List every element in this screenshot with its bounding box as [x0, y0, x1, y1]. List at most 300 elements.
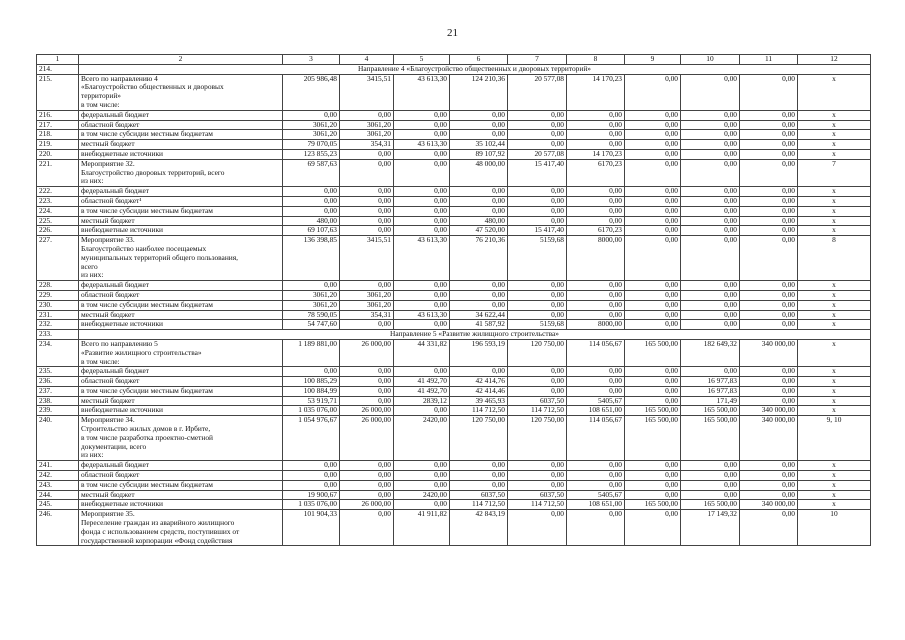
amount-cell: 0,00 [394, 500, 450, 510]
section-title: Направление 4 «Благоустройство общественных и дворовых территорий» [79, 64, 871, 74]
amount-cell: 0,00 [283, 461, 340, 471]
row-name: внебюджетные источники [79, 226, 283, 236]
amount-cell: 0,00 [340, 281, 394, 291]
amount-cell: 0,00 [283, 367, 340, 377]
target-indicator-cell: x [798, 196, 871, 206]
amount-cell: 0,00 [567, 281, 625, 291]
amount-cell: 354,31 [340, 310, 394, 320]
target-indicator-cell: x [798, 130, 871, 140]
amount-cell: 0,00 [740, 236, 798, 281]
amount-cell: 0,00 [740, 461, 798, 471]
amount-cell: 0,00 [450, 461, 508, 471]
amount-cell: 0,00 [681, 130, 740, 140]
amount-cell: 5405,67 [567, 490, 625, 500]
amount-cell: 120 750,00 [450, 416, 508, 461]
amount-cell: 0,00 [625, 367, 681, 377]
amount-cell: 69 587,63 [283, 159, 340, 186]
amount-cell: 0,00 [740, 216, 798, 226]
table-row [37, 187, 871, 197]
amount-cell: 0,00 [681, 490, 740, 500]
section-header-row [37, 64, 871, 74]
amount-cell: 165 500,00 [681, 406, 740, 416]
amount-cell: 0,00 [740, 396, 798, 406]
amount-cell: 0,00 [567, 110, 625, 120]
row-name: Всего по направлению 5 «Развитие жилищного строительства» в том числе: [79, 339, 283, 366]
table-row [37, 120, 871, 130]
amount-cell: 0,00 [681, 187, 740, 197]
amount-cell: 0,00 [625, 386, 681, 396]
amount-cell: 0,00 [625, 236, 681, 281]
amount-cell: 0,00 [625, 480, 681, 490]
amount-cell: 0,00 [567, 300, 625, 310]
row-name: в том числе субсидии местным бюджетам [79, 130, 283, 140]
amount-cell: 6170,23 [567, 159, 625, 186]
amount-cell: 78 590,05 [283, 310, 340, 320]
row-number: 235. [37, 367, 79, 377]
row-name: областной бюджет [79, 290, 283, 300]
table-row [37, 216, 871, 226]
amount-cell: 0,00 [740, 386, 798, 396]
table-row [37, 310, 871, 320]
amount-cell: 0,00 [625, 281, 681, 291]
target-indicator-cell: x [798, 320, 871, 330]
table-row [37, 236, 871, 281]
amount-cell: 0,00 [394, 281, 450, 291]
amount-cell: 0,00 [508, 510, 567, 546]
amount-cell: 0,00 [567, 187, 625, 197]
amount-cell: 0,00 [625, 196, 681, 206]
amount-cell: 3061,20 [283, 290, 340, 300]
amount-cell: 0,00 [394, 367, 450, 377]
amount-cell: 0,00 [681, 471, 740, 481]
table-row [37, 339, 871, 366]
row-number: 245. [37, 500, 79, 510]
row-number: 225. [37, 216, 79, 226]
amount-cell: 42 843,19 [450, 510, 508, 546]
row-name: федеральный бюджет [79, 367, 283, 377]
amount-cell: 165 500,00 [625, 500, 681, 510]
amount-cell: 0,00 [340, 110, 394, 120]
amount-cell: 0,00 [508, 461, 567, 471]
amount-cell: 54 747,60 [283, 320, 340, 330]
amount-cell: 20 577,08 [508, 74, 567, 110]
amount-cell: 0,00 [740, 187, 798, 197]
target-indicator-cell: 9, 10 [798, 416, 871, 461]
target-indicator-cell: 8 [798, 236, 871, 281]
amount-cell: 0,00 [740, 320, 798, 330]
target-indicator-cell: x [798, 406, 871, 416]
row-number: 243. [37, 480, 79, 490]
amount-cell: 0,00 [394, 226, 450, 236]
amount-cell: 0,00 [740, 310, 798, 320]
target-indicator-cell: x [798, 281, 871, 291]
amount-cell: 48 000,00 [450, 159, 508, 186]
table-row [37, 206, 871, 216]
amount-cell: 0,00 [283, 187, 340, 197]
amount-cell: 0,00 [681, 290, 740, 300]
amount-cell: 0,00 [740, 281, 798, 291]
table-row [37, 377, 871, 387]
amount-cell: 0,00 [567, 130, 625, 140]
amount-cell: 114 056,67 [567, 416, 625, 461]
amount-cell: 1 189 881,00 [283, 339, 340, 366]
row-name: Мероприятие 34. Строительство жилых домов в г. Ирбите, в том числе разработка проектно-сметной документации, всего из них: [79, 416, 283, 461]
target-indicator-cell: x [798, 386, 871, 396]
row-number: 218. [37, 130, 79, 140]
amount-cell: 5405,67 [567, 396, 625, 406]
column-number-5: 5 [394, 55, 450, 65]
amount-cell: 0,00 [508, 290, 567, 300]
amount-cell: 79 070,05 [283, 140, 340, 150]
amount-cell: 0,00 [740, 510, 798, 546]
row-number: 216. [37, 110, 79, 120]
amount-cell: 205 986,48 [283, 74, 340, 110]
amount-cell: 1 054 976,67 [283, 416, 340, 461]
amount-cell: 0,00 [340, 480, 394, 490]
amount-cell: 0,00 [394, 320, 450, 330]
amount-cell: 26 000,00 [340, 500, 394, 510]
table-row [37, 159, 871, 186]
column-number-6: 6 [450, 55, 508, 65]
amount-cell: 0,00 [740, 206, 798, 216]
column-number-3: 3 [283, 55, 340, 65]
amount-cell: 0,00 [625, 396, 681, 406]
amount-cell: 42 414,76 [450, 377, 508, 387]
amount-cell: 0,00 [740, 120, 798, 130]
column-number-9: 9 [625, 55, 681, 65]
target-indicator-cell: x [798, 500, 871, 510]
amount-cell: 0,00 [740, 471, 798, 481]
amount-cell: 0,00 [625, 216, 681, 226]
amount-cell: 0,00 [508, 377, 567, 387]
amount-cell: 8000,00 [567, 320, 625, 330]
row-number: 233. [37, 330, 79, 340]
row-number: 241. [37, 461, 79, 471]
row-number: 236. [37, 377, 79, 387]
amount-cell: 41 911,82 [394, 510, 450, 546]
amount-cell: 0,00 [394, 300, 450, 310]
table-row [37, 300, 871, 310]
amount-cell: 171,49 [681, 396, 740, 406]
amount-cell: 0,00 [681, 110, 740, 120]
amount-cell: 114 056,67 [567, 339, 625, 366]
amount-cell: 53 919,71 [283, 396, 340, 406]
target-indicator-cell: x [798, 74, 871, 110]
amount-cell: 100 884,99 [283, 386, 340, 396]
row-name: Всего по направлению 4 «Благоустройство общественных и дворовых территорий» в том числе: [79, 74, 283, 110]
amount-cell: 0,00 [625, 320, 681, 330]
amount-cell: 340 000,00 [740, 339, 798, 366]
amount-cell: 340 000,00 [740, 416, 798, 461]
amount-cell: 0,00 [508, 216, 567, 226]
target-indicator-cell: x [798, 140, 871, 150]
amount-cell: 120 750,00 [508, 339, 567, 366]
amount-cell: 3061,20 [340, 300, 394, 310]
amount-cell: 0,00 [340, 471, 394, 481]
row-name: областной бюджет [79, 377, 283, 387]
table-row [37, 416, 871, 461]
amount-cell: 0,00 [740, 110, 798, 120]
row-number: 234. [37, 339, 79, 366]
table-row [37, 500, 871, 510]
amount-cell: 6037,50 [450, 490, 508, 500]
amount-cell: 0,00 [340, 159, 394, 186]
amount-cell: 0,00 [740, 130, 798, 140]
amount-cell: 43 613,30 [394, 140, 450, 150]
table-row [37, 290, 871, 300]
amount-cell: 2420,00 [394, 490, 450, 500]
row-number: 224. [37, 206, 79, 216]
row-name: местный бюджет [79, 490, 283, 500]
amount-cell: 0,00 [681, 206, 740, 216]
amount-cell: 0,00 [625, 471, 681, 481]
column-number-row [37, 55, 871, 65]
amount-cell: 0,00 [283, 471, 340, 481]
amount-cell: 0,00 [625, 290, 681, 300]
amount-cell: 0,00 [340, 149, 394, 159]
column-number-7: 7 [508, 55, 567, 65]
table-row [37, 110, 871, 120]
table-row [37, 196, 871, 206]
table-row [37, 461, 871, 471]
row-number: 221. [37, 159, 79, 186]
target-indicator-cell: x [798, 120, 871, 130]
amount-cell: 0,00 [567, 461, 625, 471]
amount-cell: 114 712,50 [508, 406, 567, 416]
amount-cell: 0,00 [394, 461, 450, 471]
amount-cell: 340 000,00 [740, 500, 798, 510]
table-row [37, 140, 871, 150]
amount-cell: 69 107,63 [283, 226, 340, 236]
amount-cell: 0,00 [283, 206, 340, 216]
target-indicator-cell: x [798, 396, 871, 406]
row-number: 239. [37, 406, 79, 416]
amount-cell: 47 520,00 [450, 226, 508, 236]
table-row [37, 367, 871, 377]
table-row [37, 510, 871, 546]
row-name: областной бюджет¹ [79, 196, 283, 206]
amount-cell: 0,00 [394, 187, 450, 197]
amount-cell: 0,00 [625, 510, 681, 546]
amount-cell: 43 613,30 [394, 310, 450, 320]
amount-cell: 0,00 [340, 396, 394, 406]
row-name: областной бюджет [79, 471, 283, 481]
target-indicator-cell: x [798, 206, 871, 216]
amount-cell: 101 904,33 [283, 510, 340, 546]
amount-cell: 0,00 [508, 140, 567, 150]
section-title: Направление 5 «Развитие жилищного строительства» [79, 330, 871, 340]
amount-cell: 1 035 076,00 [283, 500, 340, 510]
amount-cell: 114 712,50 [450, 500, 508, 510]
amount-cell: 0,00 [394, 206, 450, 216]
amount-cell: 3061,20 [340, 130, 394, 140]
target-indicator-cell: x [798, 300, 871, 310]
amount-cell: 165 500,00 [681, 416, 740, 461]
amount-cell: 120 750,00 [508, 416, 567, 461]
amount-cell: 0,00 [508, 367, 567, 377]
amount-cell: 0,00 [340, 490, 394, 500]
amount-cell: 0,00 [340, 367, 394, 377]
amount-cell: 0,00 [340, 226, 394, 236]
section-header-row [37, 330, 871, 340]
row-name: в том числе субсидии местным бюджетам [79, 206, 283, 216]
amount-cell: 0,00 [567, 206, 625, 216]
amount-cell: 5159,68 [508, 320, 567, 330]
amount-cell: 0,00 [340, 377, 394, 387]
amount-cell: 26 000,00 [340, 339, 394, 366]
amount-cell: 0,00 [567, 377, 625, 387]
amount-cell: 0,00 [394, 110, 450, 120]
amount-cell: 14 170,23 [567, 149, 625, 159]
amount-cell: 3061,20 [340, 120, 394, 130]
amount-cell: 2420,00 [394, 416, 450, 461]
row-name: в том числе субсидии местным бюджетам [79, 480, 283, 490]
amount-cell: 43 613,30 [394, 236, 450, 281]
amount-cell: 0,00 [394, 480, 450, 490]
amount-cell: 0,00 [740, 149, 798, 159]
amount-cell: 0,00 [450, 187, 508, 197]
amount-cell: 0,00 [508, 120, 567, 130]
amount-cell: 0,00 [394, 471, 450, 481]
amount-cell: 0,00 [567, 120, 625, 130]
target-indicator-cell: x [798, 461, 871, 471]
amount-cell: 0,00 [340, 216, 394, 226]
row-number: 215. [37, 74, 79, 110]
row-number: 217. [37, 120, 79, 130]
target-indicator-cell: x [798, 377, 871, 387]
amount-cell: 0,00 [625, 377, 681, 387]
target-indicator-cell: x [798, 310, 871, 320]
amount-cell: 0,00 [681, 236, 740, 281]
amount-cell: 0,00 [740, 290, 798, 300]
amount-cell: 165 500,00 [681, 500, 740, 510]
amount-cell: 1 035 076,00 [283, 406, 340, 416]
target-indicator-cell: x [798, 110, 871, 120]
row-name: внебюджетные источники [79, 500, 283, 510]
row-number: 227. [37, 236, 79, 281]
amount-cell: 0,00 [508, 187, 567, 197]
amount-cell: 0,00 [681, 310, 740, 320]
amount-cell: 0,00 [740, 377, 798, 387]
table-row [37, 130, 871, 140]
amount-cell: 0,00 [450, 480, 508, 490]
amount-cell: 0,00 [681, 140, 740, 150]
amount-cell: 0,00 [340, 320, 394, 330]
amount-cell: 0,00 [508, 130, 567, 140]
amount-cell: 3061,20 [283, 130, 340, 140]
amount-cell: 0,00 [740, 480, 798, 490]
amount-cell: 165 500,00 [625, 406, 681, 416]
amount-cell: 0,00 [394, 196, 450, 206]
amount-cell: 0,00 [567, 196, 625, 206]
amount-cell: 44 331,82 [394, 339, 450, 366]
amount-cell: 0,00 [740, 196, 798, 206]
target-indicator-cell: x [798, 339, 871, 366]
column-number-12: 12 [798, 55, 871, 65]
amount-cell: 0,00 [625, 310, 681, 320]
row-number: 222. [37, 187, 79, 197]
amount-cell: 0,00 [625, 187, 681, 197]
target-indicator-cell: x [798, 480, 871, 490]
table-row [37, 74, 871, 110]
amount-cell: 100 885,29 [283, 377, 340, 387]
amount-cell: 0,00 [681, 74, 740, 110]
row-number: 219. [37, 140, 79, 150]
amount-cell: 3061,20 [283, 120, 340, 130]
table-row [37, 386, 871, 396]
amount-cell: 19 900,67 [283, 490, 340, 500]
row-name: в том числе субсидии местным бюджетам [79, 386, 283, 396]
table-row [37, 396, 871, 406]
amount-cell: 0,00 [283, 281, 340, 291]
amount-cell: 2839,12 [394, 396, 450, 406]
amount-cell: 0,00 [450, 206, 508, 216]
row-name: Мероприятие 33. Благоустройство наиболее посещаемых муниципальных территорий общего пользования, всего из них: [79, 236, 283, 281]
amount-cell: 0,00 [450, 110, 508, 120]
amount-cell: 41 587,92 [450, 320, 508, 330]
amount-cell: 0,00 [625, 226, 681, 236]
amount-cell: 26 000,00 [340, 406, 394, 416]
amount-cell: 16 977,83 [681, 377, 740, 387]
amount-cell: 0,00 [681, 159, 740, 186]
amount-cell: 0,00 [340, 196, 394, 206]
row-number: 244. [37, 490, 79, 500]
amount-cell: 0,00 [740, 74, 798, 110]
table-row [37, 281, 871, 291]
amount-cell: 0,00 [508, 196, 567, 206]
amount-cell: 0,00 [740, 490, 798, 500]
amount-cell: 6170,23 [567, 226, 625, 236]
row-number: 230. [37, 300, 79, 310]
row-name: Мероприятие 35. Переселение граждан из аварийного жилищного фонда с использованием средств, поступивших от государственной корпорации «Фонд содействия [79, 510, 283, 546]
row-name: в том числе субсидии местным бюджетам [79, 300, 283, 310]
amount-cell: 0,00 [283, 196, 340, 206]
amount-cell: 0,00 [567, 140, 625, 150]
amount-cell: 0,00 [681, 196, 740, 206]
amount-cell: 0,00 [625, 74, 681, 110]
row-number: 231. [37, 310, 79, 320]
target-indicator-cell: 7 [798, 159, 871, 186]
amount-cell: 182 649,32 [681, 339, 740, 366]
target-indicator-cell: x [798, 216, 871, 226]
amount-cell: 0,00 [394, 290, 450, 300]
amount-cell: 41 492,70 [394, 386, 450, 396]
amount-cell: 0,00 [283, 480, 340, 490]
amount-cell: 108 651,00 [567, 500, 625, 510]
amount-cell: 0,00 [567, 367, 625, 377]
amount-cell: 41 492,70 [394, 377, 450, 387]
amount-cell: 0,00 [450, 196, 508, 206]
amount-cell: 0,00 [681, 320, 740, 330]
amount-cell: 0,00 [450, 471, 508, 481]
amount-cell: 108 651,00 [567, 406, 625, 416]
target-indicator-cell: x [798, 149, 871, 159]
amount-cell: 165 500,00 [625, 416, 681, 461]
amount-cell: 114 712,50 [450, 406, 508, 416]
amount-cell: 34 622,44 [450, 310, 508, 320]
amount-cell: 0,00 [567, 310, 625, 320]
target-indicator-cell: x [798, 471, 871, 481]
amount-cell: 0,00 [340, 386, 394, 396]
amount-cell: 340 000,00 [740, 406, 798, 416]
amount-cell: 0,00 [681, 300, 740, 310]
row-name: федеральный бюджет [79, 461, 283, 471]
amount-cell: 35 102,44 [450, 140, 508, 150]
row-number: 246. [37, 510, 79, 546]
row-name: местный бюджет [79, 396, 283, 406]
amount-cell: 0,00 [740, 367, 798, 377]
target-indicator-cell: x [798, 187, 871, 197]
